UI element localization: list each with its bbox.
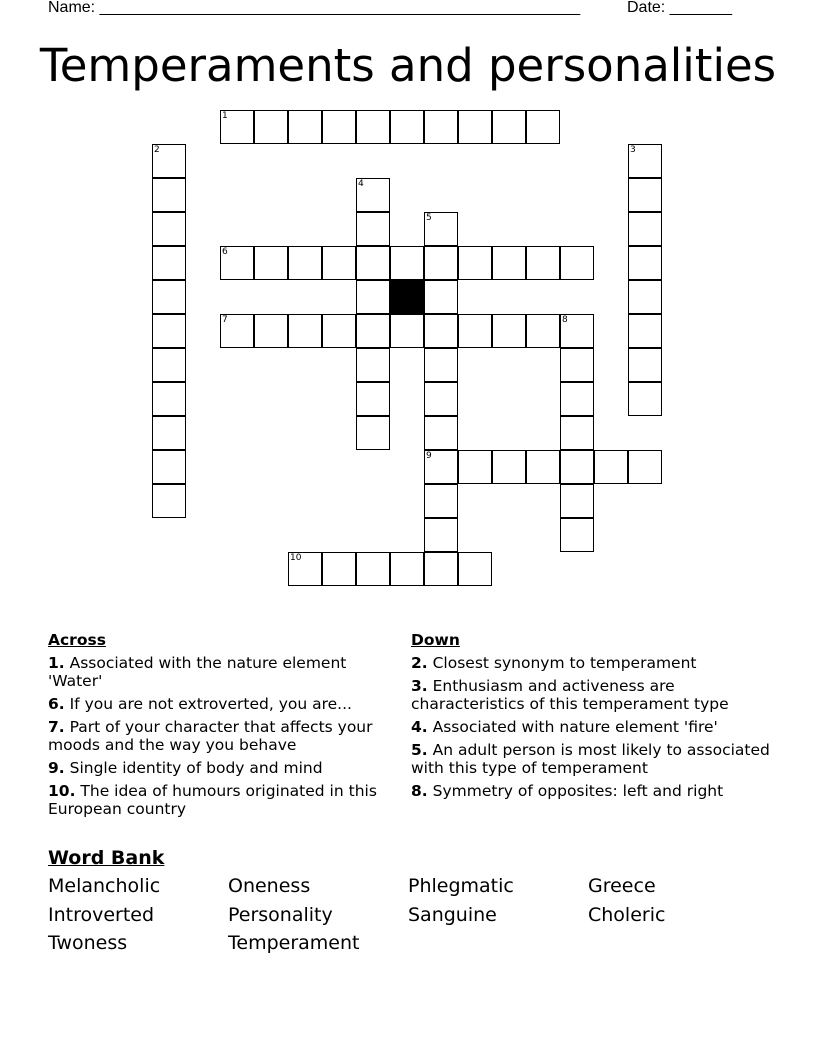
grid-cell[interactable] bbox=[152, 212, 186, 246]
grid-cell[interactable] bbox=[628, 280, 662, 314]
grid-cell[interactable] bbox=[356, 348, 390, 382]
grid-cell[interactable] bbox=[628, 246, 662, 280]
grid-cell[interactable] bbox=[492, 314, 526, 348]
word-bank-item: Personality bbox=[228, 904, 333, 926]
grid-cell[interactable] bbox=[356, 314, 390, 348]
grid-cell[interactable] bbox=[492, 246, 526, 280]
word-bank-item: Choleric bbox=[588, 904, 666, 926]
grid-cell[interactable] bbox=[152, 178, 186, 212]
grid-cell[interactable] bbox=[560, 484, 594, 518]
grid-cell[interactable] bbox=[560, 348, 594, 382]
grid-cell[interactable] bbox=[594, 450, 628, 484]
clue-number: 4 bbox=[358, 179, 364, 189]
grid-cell[interactable] bbox=[492, 110, 526, 144]
across-clues bbox=[48, 631, 398, 823]
word-bank-title: Word Bank bbox=[48, 847, 165, 869]
grid-cell[interactable] bbox=[628, 178, 662, 212]
grid-cell[interactable] bbox=[152, 348, 186, 382]
across-clue: 7. Part of your character that affects your moods and the way you behave bbox=[48, 718, 373, 754]
grid-cell[interactable] bbox=[526, 450, 560, 484]
clue-number: 8 bbox=[562, 315, 568, 325]
grid-cell[interactable] bbox=[152, 450, 186, 484]
grid-cell[interactable] bbox=[356, 212, 390, 246]
grid-cell[interactable] bbox=[424, 280, 458, 314]
across-clue: 9. Single identity of body and mind bbox=[48, 759, 323, 777]
clue-number: 6 bbox=[222, 247, 228, 257]
grid-cell[interactable] bbox=[458, 314, 492, 348]
grid-cell[interactable] bbox=[458, 552, 492, 586]
grid-cell[interactable] bbox=[356, 178, 390, 212]
across-clue: 6. If you are not extroverted, you are... bbox=[48, 695, 352, 713]
grid-cell[interactable] bbox=[152, 314, 186, 348]
word-bank-item: Sanguine bbox=[408, 904, 497, 926]
grid-cell[interactable] bbox=[288, 110, 322, 144]
grid-cell[interactable] bbox=[424, 212, 458, 246]
grid-cell[interactable] bbox=[628, 314, 662, 348]
grid-cell[interactable] bbox=[560, 518, 594, 552]
grid-cell[interactable] bbox=[560, 314, 594, 348]
grid-cell[interactable] bbox=[152, 246, 186, 280]
down-clue: 8. Symmetry of opposites: left and right bbox=[411, 782, 724, 800]
word-bank-item: Twoness bbox=[48, 932, 128, 954]
grid-cell[interactable] bbox=[526, 246, 560, 280]
grid-cell[interactable] bbox=[356, 552, 390, 586]
word-bank-item: Introverted bbox=[48, 904, 155, 926]
grid-cell[interactable] bbox=[322, 314, 356, 348]
clue-number: 10 bbox=[290, 553, 302, 563]
grid-cell[interactable] bbox=[526, 110, 560, 144]
grid-cell[interactable] bbox=[220, 110, 254, 144]
grid-block-cell bbox=[390, 280, 424, 314]
grid-cell[interactable] bbox=[424, 382, 458, 416]
grid-cell[interactable] bbox=[390, 246, 424, 280]
grid-cell[interactable] bbox=[424, 518, 458, 552]
grid-cell[interactable] bbox=[254, 110, 288, 144]
word-bank-item: Temperament bbox=[228, 932, 360, 954]
word-bank-item: Oneness bbox=[228, 875, 311, 897]
word-bank-item: Phlegmatic bbox=[408, 875, 514, 897]
grid-cell[interactable] bbox=[424, 552, 458, 586]
grid-cell[interactable] bbox=[628, 348, 662, 382]
across-clue: 1. Associated with the nature element 'Water' bbox=[48, 654, 347, 690]
down-clue: 3. Enthusiasm and activeness are characteristics of this temperament type bbox=[411, 677, 729, 713]
grid-cell[interactable] bbox=[628, 144, 662, 178]
name-field-line[interactable]: Name: ______________________________________________________ bbox=[48, 0, 581, 16]
page-title: Temperaments and personalities bbox=[39, 39, 777, 92]
down-heading: Down bbox=[411, 631, 460, 649]
word-bank-item: Melancholic bbox=[48, 875, 161, 897]
clue-number: 2 bbox=[154, 145, 160, 155]
grid-cell[interactable] bbox=[322, 552, 356, 586]
grid-cell[interactable] bbox=[424, 484, 458, 518]
down-clue: 4. Associated with nature element 'fire' bbox=[411, 718, 718, 736]
grid-cell[interactable] bbox=[288, 246, 322, 280]
grid-cell[interactable] bbox=[254, 246, 288, 280]
grid-cell[interactable] bbox=[220, 246, 254, 280]
grid-cell[interactable] bbox=[458, 450, 492, 484]
grid-cell[interactable] bbox=[356, 246, 390, 280]
grid-cell[interactable] bbox=[424, 314, 458, 348]
grid-cell[interactable] bbox=[152, 416, 186, 450]
grid-cell[interactable] bbox=[628, 450, 662, 484]
grid-cell[interactable] bbox=[424, 246, 458, 280]
grid-cell[interactable] bbox=[152, 484, 186, 518]
clue-number: 9 bbox=[426, 451, 432, 461]
clue-number: 7 bbox=[222, 315, 228, 325]
grid-cell[interactable] bbox=[458, 110, 492, 144]
grid-cell[interactable] bbox=[356, 280, 390, 314]
grid-cell[interactable] bbox=[492, 450, 526, 484]
grid-cell[interactable] bbox=[628, 382, 662, 416]
grid-cell[interactable] bbox=[390, 552, 424, 586]
grid-cell[interactable] bbox=[560, 416, 594, 450]
grid-cell[interactable] bbox=[560, 382, 594, 416]
grid-cell[interactable] bbox=[322, 110, 356, 144]
clue-number: 5 bbox=[426, 213, 432, 223]
grid-cell[interactable] bbox=[390, 110, 424, 144]
grid-cell[interactable] bbox=[458, 246, 492, 280]
down-clues bbox=[411, 631, 771, 805]
across-heading: Across bbox=[48, 631, 106, 649]
grid-cell[interactable] bbox=[526, 314, 560, 348]
grid-cell[interactable] bbox=[424, 450, 458, 484]
grid-cell[interactable] bbox=[560, 450, 594, 484]
grid-cell[interactable] bbox=[288, 552, 322, 586]
grid-cell[interactable] bbox=[220, 314, 254, 348]
grid-cell[interactable] bbox=[560, 246, 594, 280]
grid-cell[interactable] bbox=[288, 314, 322, 348]
grid-cell[interactable] bbox=[356, 110, 390, 144]
grid-cell[interactable] bbox=[424, 416, 458, 450]
grid-cell[interactable] bbox=[356, 382, 390, 416]
grid-cell[interactable] bbox=[390, 314, 424, 348]
grid-cell[interactable] bbox=[628, 212, 662, 246]
grid-cell[interactable] bbox=[152, 382, 186, 416]
clue-number: 1 bbox=[222, 111, 228, 121]
grid-cell[interactable] bbox=[152, 280, 186, 314]
word-bank-item: Greece bbox=[588, 875, 656, 897]
date-field-line[interactable]: Date: _______ bbox=[627, 0, 732, 16]
clue-number: 3 bbox=[630, 145, 636, 155]
grid-cell[interactable] bbox=[424, 348, 458, 382]
grid-cell[interactable] bbox=[424, 110, 458, 144]
grid-cell[interactable] bbox=[152, 144, 186, 178]
grid-cell[interactable] bbox=[322, 246, 356, 280]
grid-cell[interactable] bbox=[356, 416, 390, 450]
across-clue: 10. The idea of humours originated in this European country bbox=[48, 782, 377, 818]
grid-cell[interactable] bbox=[254, 314, 288, 348]
down-clue: 5. An adult person is most likely to associated with this type of temperament bbox=[411, 741, 770, 777]
down-clue: 2. Closest synonym to temperament bbox=[411, 654, 697, 672]
